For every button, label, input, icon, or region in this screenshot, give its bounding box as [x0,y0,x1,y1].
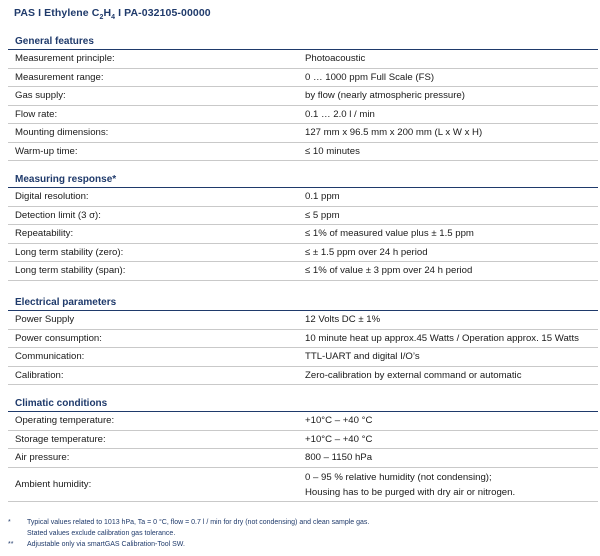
spec-row [8,124,598,143]
spec-value: 800 – 1150 hPa [305,452,373,463]
spec-value: ≤ 5 ppm [305,209,340,221]
spec-row [8,330,598,349]
spec-key: Storage temperature: [15,433,106,445]
spec-value: ≤ 1% of value ± 3 ppm over 24 h period [305,265,473,276]
spec-value: +10°C – +40 °C [305,415,373,426]
spec-value: ≤ ± 1.5 ppm over 24 h period [305,246,428,258]
footnote-text: Typical values related to 1013 hPa, Ta = 0 °C, flow = 0.7 l / min for dry (not condensing) and clean sample gas. [27,519,370,526]
spec-row [8,468,598,502]
spec-value: 0.1 ppm [305,191,340,202]
section-heading: Electrical parameters [8,296,598,311]
spec-row [8,69,598,88]
spec-row [8,188,598,207]
spec-key: Long term stability (span): [15,265,126,276]
spec-key: Flow rate: [15,108,58,120]
section-heading: General features [8,35,598,50]
spec-value: 0 … 1000 ppm Full Scale (FS) [305,71,435,83]
footnote-text: Adjustable only via smartGAS Calibration-Tool SW. [27,541,185,548]
footnote-mark: * [8,519,11,526]
spec-value: +10°C – +40 °C [305,433,373,445]
spec-row [8,431,598,450]
spec-value: 12 Volts DC ± 1% [305,314,381,325]
title-post: I PA-032105-00000 [115,7,211,19]
spec-key: Long term stability (zero): [15,246,124,258]
spec-value: 127 mm x 96.5 mm x 200 mm (L x W x H) [305,127,483,138]
spec-row [8,412,598,431]
spec-key: Operating temperature: [15,415,115,426]
spec-row [8,87,598,106]
spec-key: Ambient humidity: [15,478,92,490]
title-mid: H [103,7,112,19]
spec-row [8,106,598,125]
spec-row [8,207,598,226]
spec-key: Detection limit (3 σ): [15,209,101,221]
title-sub-2: 2 [99,14,104,22]
section-measuring-response [8,173,598,281]
spec-value: 10 minute heat up approx.45 Watts / Operation approx. 15 Watts [305,332,579,344]
spec-row [8,449,598,468]
spec-key: Digital resolution: [15,191,89,202]
spec-key: Mounting dimensions: [15,127,109,138]
spec-value [297,468,598,501]
spec-value: TTL-UART and digital I/O’s [305,351,420,362]
section-general-features [8,35,598,161]
section-heading: Climatic conditions [8,397,598,412]
spec-key: Warm-up time: [15,145,78,157]
spec-row [8,262,598,281]
spec-value: ≤ 10 minutes [305,145,360,157]
section-climatic-conditions [8,397,598,502]
spec-value-line-1: 0 – 95 % relative humidity (not condensing); [305,471,492,483]
title-sub-4: 4 [111,14,116,22]
spec-value: 0.1 … 2.0 l / min [305,108,375,120]
spec-row [8,143,598,162]
spec-value: ≤ 1% of measured value plus ± 1.5 ppm [305,228,474,239]
spec-key: Calibration: [15,369,64,381]
spec-row [8,367,598,386]
spec-key: Power consumption: [15,332,102,344]
spec-key: Communication: [15,351,85,362]
spec-row [8,244,598,263]
spec-value: by flow (nearly atmospheric pressure) [305,90,465,101]
spec-value: Photoacoustic [305,53,366,64]
footnote [8,541,185,548]
footnote [8,530,175,537]
footnote-text: Stated values exclude calibration gas tolerance. [27,530,176,537]
spec-key: Repeatability: [15,228,74,239]
section-electrical-parameters [8,296,598,385]
spec-row [8,50,598,69]
document-title [14,7,211,21]
spec-key: Power Supply [15,314,75,325]
spec-row [8,225,598,244]
spec-key: Air pressure: [15,452,70,463]
spec-key: Measurement range: [15,71,104,83]
spec-row [8,311,598,330]
spec-key: Measurement principle: [15,53,115,64]
footnote [8,519,369,526]
spec-value-line-2: Housing has to be purged with dry air or nitrogen. [305,486,516,498]
title-pre: PAS I Ethylene C [14,7,100,19]
spec-key: Gas supply: [15,90,66,101]
footnote-mark: ** [8,541,14,548]
spec-value: Zero-calibration by external command or automatic [305,369,522,381]
section-heading: Measuring response* [8,173,598,188]
spec-row [8,348,598,367]
